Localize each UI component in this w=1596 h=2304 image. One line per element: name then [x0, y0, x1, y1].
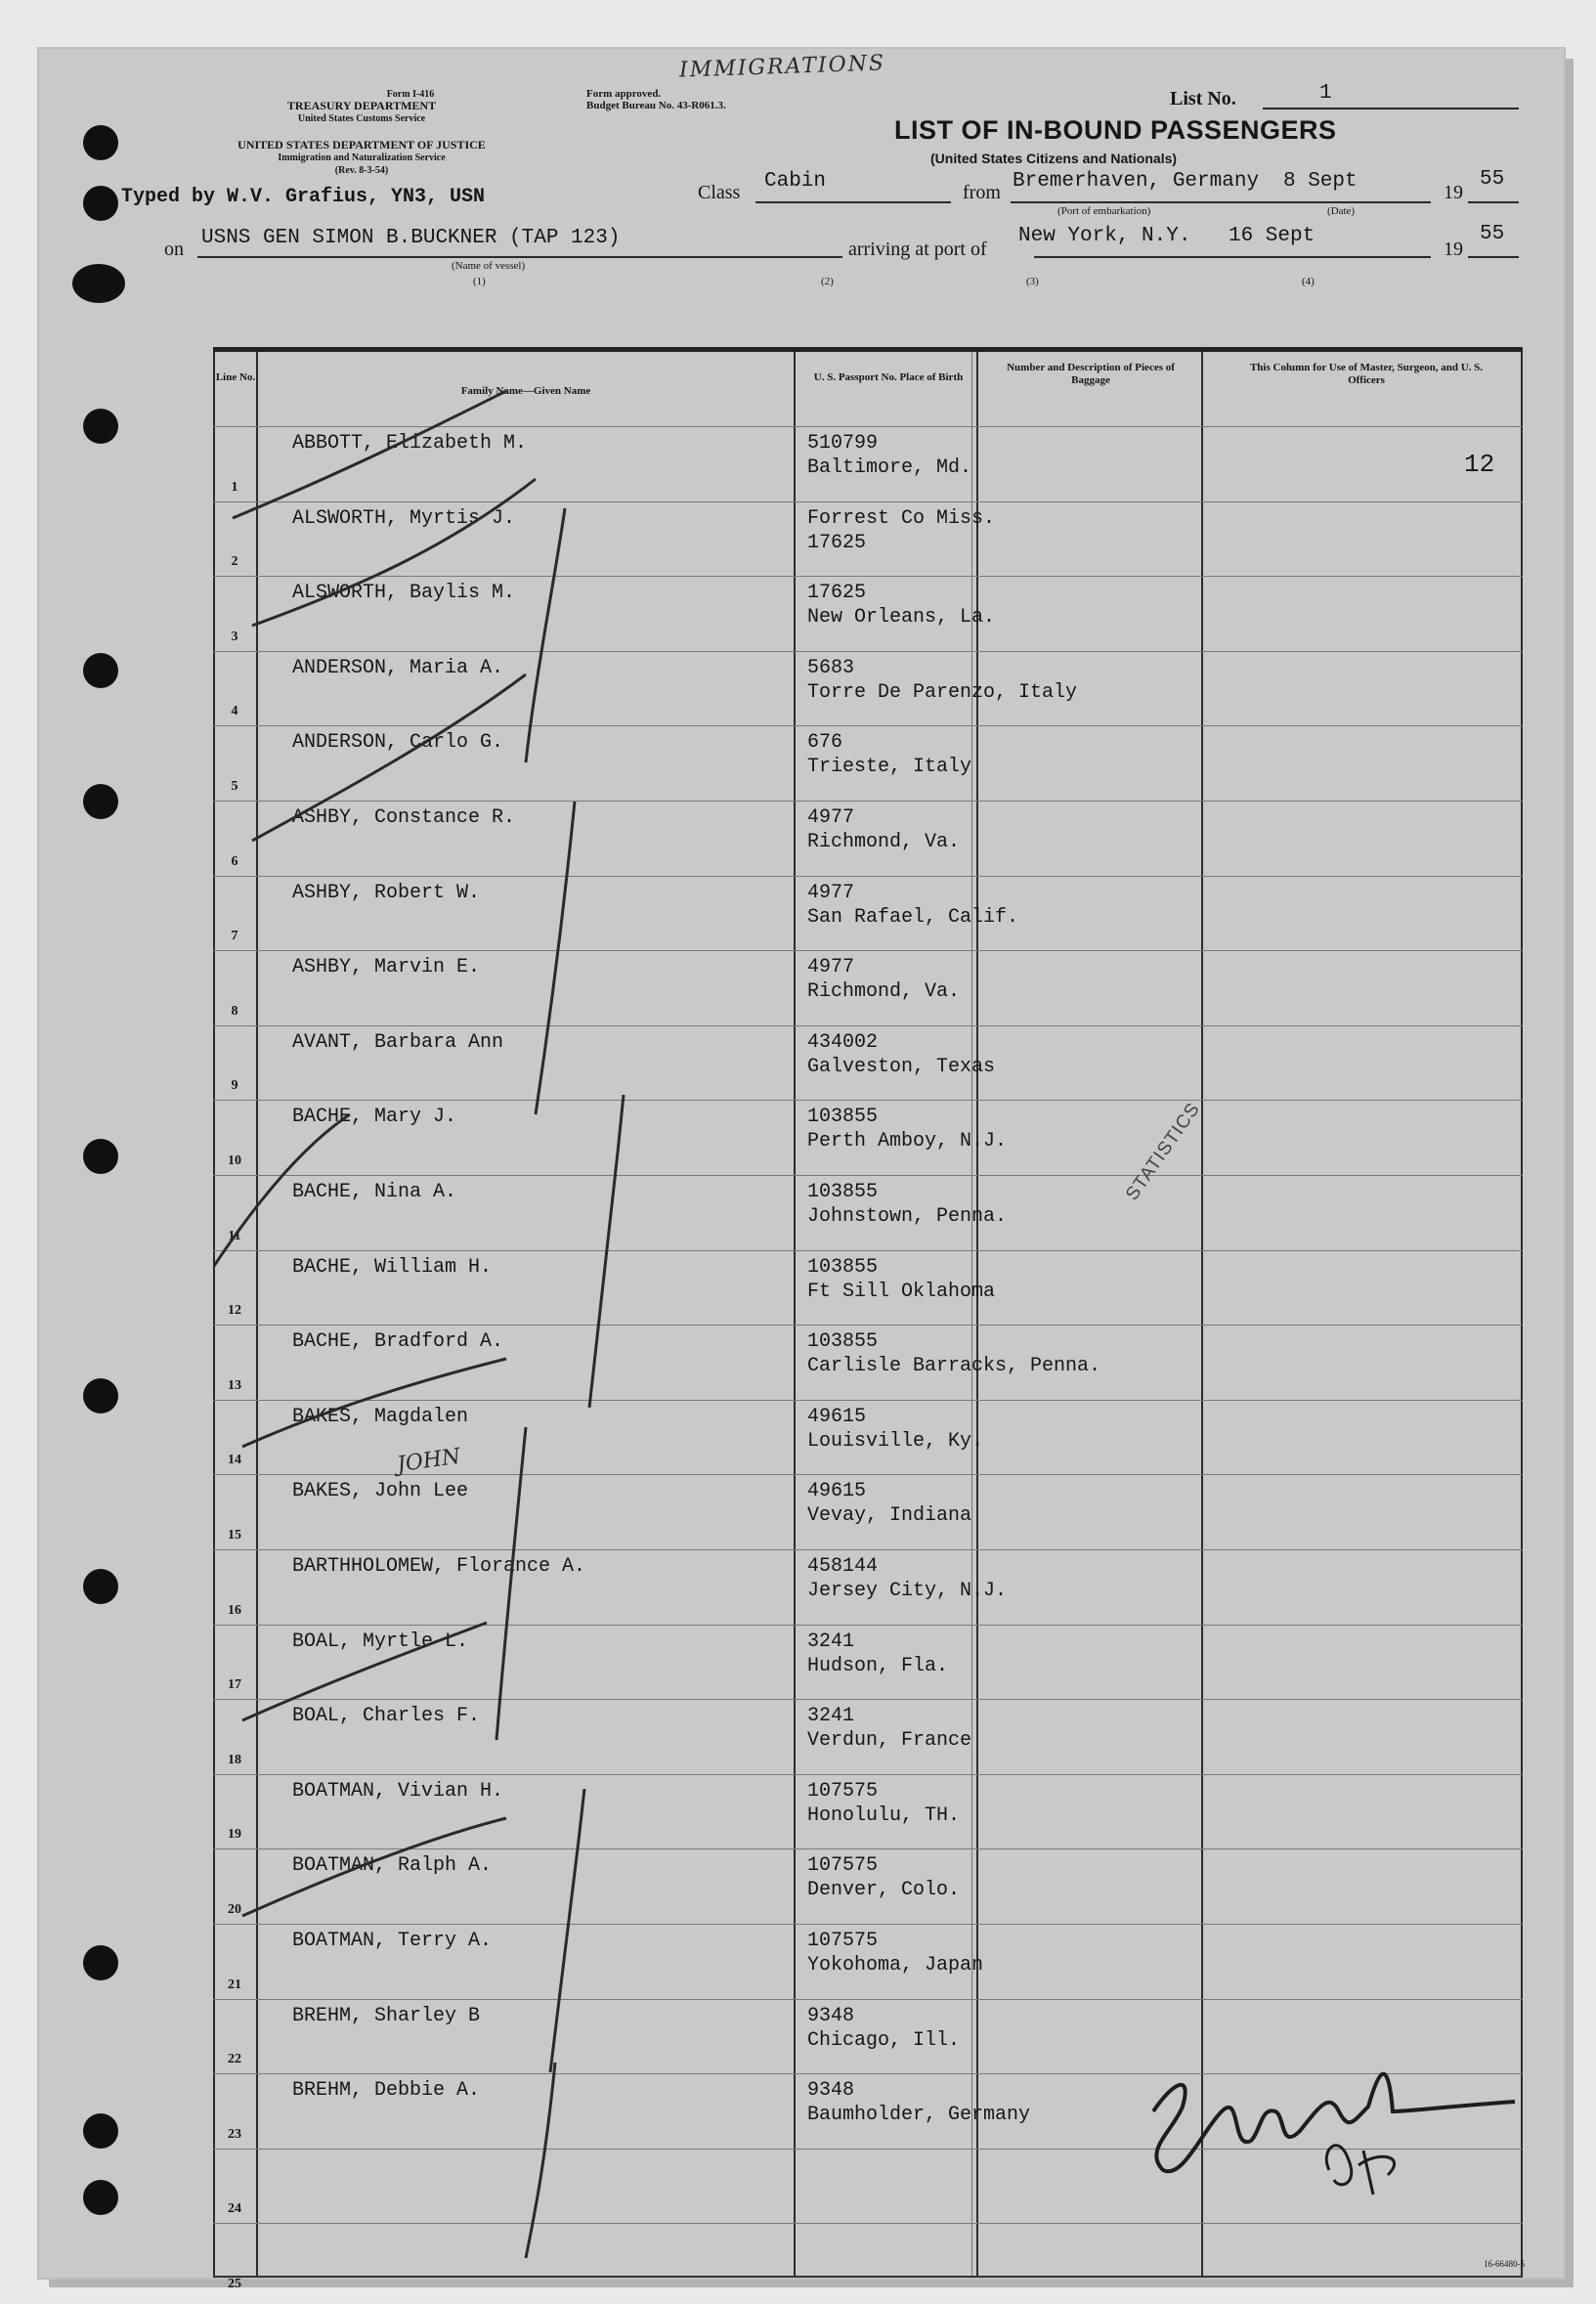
check-stroke: [252, 479, 536, 626]
check-stroke: [589, 1095, 624, 1408]
passport-line-2: Trieste, Italy: [807, 756, 972, 779]
passenger-name: ANDERSON, Maria A.: [292, 656, 504, 679]
passport-line-1: 458144: [807, 1555, 879, 1578]
check-stroke: [242, 1818, 506, 1916]
passport-line-1: 4977: [807, 806, 855, 829]
passport-line-2: Denver, Colo.: [807, 1879, 961, 1902]
class-label: Class: [698, 182, 741, 203]
passport-line-2: Ft Sill Oklahoma: [807, 1280, 996, 1303]
col-ref-2: (2): [821, 276, 834, 287]
passport-line-1: 107575: [807, 1930, 879, 1952]
line-number: 1: [231, 479, 238, 495]
line-number: 7: [231, 929, 238, 944]
line-number: 5: [231, 778, 238, 794]
line-number: 18: [228, 1752, 241, 1767]
arrival-date: 16 Sept: [1229, 225, 1316, 247]
passenger-table: [213, 347, 1523, 2291]
line-number: 6: [231, 853, 238, 869]
check-stroke: [536, 802, 575, 1114]
passenger-name: ALSWORTH, Baylis M.: [292, 582, 516, 605]
line-number: 16: [228, 1602, 241, 1618]
list-no-label: List No.: [1170, 88, 1236, 109]
checkmarks: [213, 352, 1523, 2276]
passport-line-2: New Orleans, La.: [807, 606, 996, 630]
col-ref-1: (1): [473, 276, 486, 287]
line-number: 4: [231, 704, 238, 719]
passport-line-1: 5683: [807, 656, 855, 679]
port-embarkation-caption: (Port of embarkation): [1057, 205, 1151, 217]
binder-hole: [83, 1945, 118, 1980]
line-number: 3: [231, 629, 238, 644]
form-revision: (Rev. 8-3-54): [334, 165, 389, 176]
line-number: 14: [228, 1453, 241, 1468]
passport-line-2: Galveston, Texas: [807, 1055, 996, 1078]
binder-hole: [83, 1569, 118, 1604]
passport-line-2: Baltimore, Md.: [807, 456, 972, 479]
passport-line-2: Vevay, Indiana: [807, 1504, 972, 1528]
passport-line-1: 3241: [807, 1630, 855, 1653]
binder-hole: [83, 125, 118, 160]
embarkation-port: Bremerhaven, Germany: [1013, 170, 1260, 193]
passport-line-1: 676: [807, 731, 843, 755]
passenger-name: ABBOTT, Elizabeth M.: [292, 432, 528, 455]
officer-mark: 12: [1464, 450, 1495, 479]
line-number: 22: [228, 2052, 241, 2067]
embarkation-date: 8 Sept: [1283, 170, 1358, 193]
line-number: 15: [228, 1527, 241, 1543]
typed-by: Typed by W.V. Grafius, YN3, USN: [121, 186, 486, 208]
binder-hole: [83, 2113, 118, 2149]
passenger-name: BACHE, Bradford A.: [292, 1330, 504, 1354]
passport-line-1: 49615: [807, 1480, 867, 1503]
form-number: Form I-416: [386, 89, 435, 100]
binder-hole: [83, 186, 118, 221]
date-caption: (Date): [1327, 205, 1356, 217]
check-stroke: [550, 1789, 584, 2072]
line-number: 12: [228, 1303, 241, 1319]
passport-line-2: Baumholder, Germany: [807, 2104, 1031, 2127]
vessel-name: USNS GEN SIMON B.BUCKNER (TAP 123): [201, 227, 621, 249]
customs-service: United States Customs Service: [297, 113, 426, 124]
line-number: 11: [228, 1228, 241, 1243]
passport-line-1: 49615: [807, 1405, 867, 1428]
passport-line-1: 4977: [807, 881, 855, 904]
year-value: 55: [1480, 168, 1505, 191]
class-underline: [755, 201, 951, 203]
passenger-name: ASHBY, Robert W.: [292, 881, 481, 904]
passenger-name: BREHM, Sharley B: [292, 2004, 481, 2027]
passport-line-1: 9348: [807, 2004, 855, 2027]
year-value-2: 55: [1480, 223, 1505, 245]
passenger-name: BACHE, William H.: [292, 1255, 493, 1279]
passenger-name: ALSWORTH, Myrtis J.: [292, 506, 516, 530]
vessel-caption: (Name of vessel): [452, 260, 526, 272]
passenger-name: BOATMAN, Terry A.: [292, 1930, 493, 1952]
manifest-page: [39, 49, 1564, 2291]
passport-line-2: Torre De Parenzo, Italy: [807, 680, 1078, 704]
passenger-name: ASHBY, Constance R.: [292, 806, 516, 829]
passport-line-1: 103855: [807, 1181, 879, 1203]
passenger-name: BOAL, Myrtle L.: [292, 1630, 469, 1653]
passport-line-2: Johnstown, Penna.: [807, 1205, 1008, 1228]
binder-hole: [72, 264, 125, 303]
passenger-name: BACHE, Nina A.: [292, 1181, 457, 1203]
passport-line-1: 9348: [807, 2079, 855, 2103]
vessel-underline: [197, 256, 842, 258]
year-prefix-2: 19: [1444, 239, 1463, 260]
line-number: 25: [228, 2276, 241, 2291]
line-number: 10: [228, 1152, 241, 1168]
binder-hole: [83, 1378, 118, 1413]
arrival-port: New York, N.Y.: [1018, 225, 1191, 247]
passport-line-1: 510799: [807, 432, 879, 455]
passenger-name: BACHE, Mary J.: [292, 1106, 457, 1129]
col-header-name: Family Name—Given Name: [460, 385, 591, 397]
passport-line-2: San Rafael, Calif.: [807, 905, 1019, 929]
passport-line-1: Forrest Co Miss.: [807, 506, 996, 530]
passport-line-2: Richmond, Va.: [807, 980, 961, 1004]
passenger-name: ASHBY, Marvin E.: [292, 956, 481, 979]
year-prefix: 19: [1444, 182, 1463, 203]
on-label: on: [164, 239, 184, 260]
binder-hole: [83, 653, 118, 688]
check-stroke: [526, 2063, 555, 2258]
passport-line-2: Yokohoma, Japan: [807, 1954, 984, 1977]
line-number: 2: [231, 554, 238, 570]
binder-hole: [83, 2180, 118, 2215]
col-header-passport: U. S. Passport No. Place of Birth: [813, 371, 964, 383]
line-number: 13: [228, 1377, 241, 1393]
binder-hole: [83, 1139, 118, 1174]
officer-signature: [1114, 2014, 1525, 2199]
john-correction: JOHN: [395, 1444, 462, 1478]
footer-code: 16-66480-5: [1484, 2259, 1525, 2269]
year-underline-2: [1468, 256, 1519, 258]
year-underline: [1468, 201, 1519, 203]
passport-line-1: 4977: [807, 956, 855, 979]
treasury-dept: TREASURY DEPARTMENT: [286, 99, 437, 112]
from-underline: [1011, 201, 1431, 203]
arriving-label: arriving at port of: [848, 239, 987, 260]
line-number: 8: [231, 1003, 238, 1019]
justice-dept: UNITED STATES DEPARTMENT OF JUSTICE: [237, 138, 486, 152]
passport-line-1: 107575: [807, 1854, 879, 1878]
budget-bureau: Budget Bureau No. 43-R061.3.: [586, 100, 726, 111]
binder-hole: [83, 409, 118, 444]
statistics-stamp: STATISTICS: [1122, 1099, 1205, 1205]
passport-line-2: Verdun, France: [807, 1729, 972, 1753]
check-stroke: [526, 508, 565, 762]
passenger-name: BOATMAN, Ralph A.: [292, 1854, 493, 1878]
col-header-officers: This Column for Use of Master, Surgeon, and U. S. Officers: [1249, 362, 1484, 386]
list-no-underline: [1263, 108, 1519, 109]
passport-line-2: Louisville, Ky.: [807, 1429, 984, 1453]
passenger-name: BAKES, John Lee: [292, 1480, 469, 1503]
passenger-name: AVANT, Barbara Ann: [292, 1030, 504, 1054]
line-number: 23: [228, 2126, 241, 2142]
line-number: 24: [228, 2201, 241, 2217]
passport-line-1: 103855: [807, 1255, 879, 1279]
passport-line-1: 103855: [807, 1330, 879, 1354]
line-number: 21: [228, 1977, 241, 1992]
handwritten-immigrations: IMMIGRATIONS: [678, 51, 886, 83]
passport-line-1: 103855: [807, 1106, 879, 1129]
check-stroke: [213, 1114, 350, 1329]
form-approved: Form approved.: [586, 88, 662, 100]
passport-line-1: 3241: [807, 1705, 855, 1728]
passport-line-2: Richmond, Va.: [807, 831, 961, 853]
passenger-name: BARTHHOLOMEW, Florance A.: [292, 1555, 586, 1578]
passport-line-2: Hudson, Fla.: [807, 1654, 949, 1677]
passport-line-2: Honolulu, TH.: [807, 1804, 961, 1827]
col-header-line: Line No.: [215, 371, 256, 383]
check-stroke: [233, 391, 506, 518]
check-stroke: [242, 1623, 487, 1720]
passenger-name: BOATMAN, Vivian H.: [292, 1779, 504, 1803]
passport-line-2: Carlisle Barracks, Penna.: [807, 1355, 1101, 1378]
form-subtitle: (United States Citizens and Nationals): [930, 151, 1178, 166]
form-title: LIST OF IN-BOUND PASSENGERS: [894, 115, 1337, 145]
passport-line-2: Chicago, Ill.: [807, 2028, 961, 2052]
passport-line-2: Jersey City, N.J.: [807, 1580, 1008, 1602]
passport-line-2: Perth Amboy, N.J.: [807, 1130, 1008, 1153]
line-number: 20: [228, 1901, 241, 1917]
check-stroke: [496, 1427, 526, 1740]
passenger-name: BAKES, Magdalen: [292, 1405, 469, 1428]
passenger-name: BOAL, Charles F.: [292, 1705, 481, 1728]
check-stroke: [252, 674, 526, 841]
col-ref-3: (3): [1026, 276, 1039, 287]
line-number: 19: [228, 1827, 241, 1843]
line-number: 9: [231, 1078, 238, 1094]
ins-service: Immigration and Naturalization Service: [278, 152, 446, 163]
col-header-baggage: Number and Description of Pieces of Baggage: [1007, 362, 1175, 386]
passport-line-1: 17625: [807, 582, 867, 605]
binder-hole: [83, 784, 118, 819]
check-stroke: [242, 1359, 506, 1447]
arrival-underline: [1034, 256, 1431, 258]
col-ref-4: (4): [1302, 276, 1315, 287]
from-label: from: [963, 182, 1001, 203]
class-value: Cabin: [764, 170, 827, 193]
passport-line-2: 17625: [807, 531, 867, 554]
passenger-name: BREHM, Debbie A.: [292, 2079, 481, 2103]
passport-line-1: 107575: [807, 1779, 879, 1803]
line-number: 17: [228, 1677, 241, 1693]
passenger-name: ANDERSON, Carlo G.: [292, 731, 504, 755]
passport-line-1: 434002: [807, 1030, 879, 1054]
list-no-value: 1: [1319, 82, 1332, 105]
